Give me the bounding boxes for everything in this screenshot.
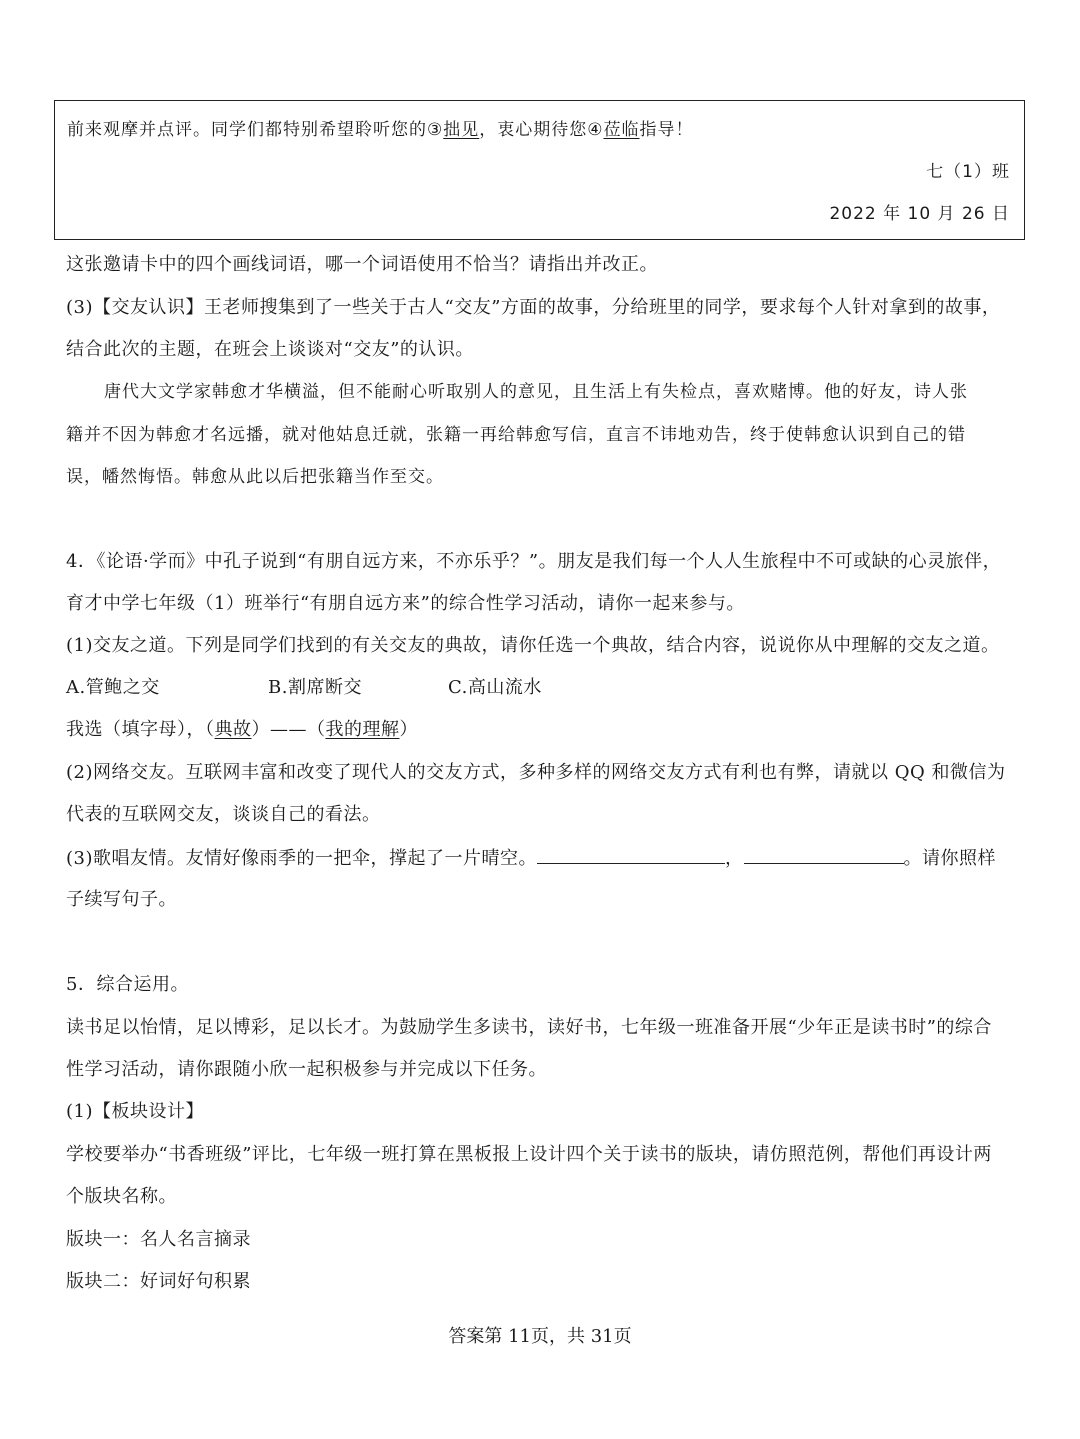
story-line: 籍并不因为韩愈才名远播，就对他姑息迁就，张籍一再给韩愈写信，直言不讳地劝告，终于使韩愈认识到自己的错 [66, 425, 966, 445]
question-5-sub1: (1)【板块设计】 [66, 1101, 204, 1122]
option-b: B.割席断交 [268, 677, 362, 698]
invitation-text-line: 前来观摩并点评。同学们都特别希望聆听您的③拙见，衷心期待您④莅临指导！ [67, 120, 694, 140]
underlined-word-3: 拙见 [443, 120, 480, 140]
question-5-intro-line1: 读书足以怡情，足以博彩，足以长才。为鼓励学生多读书，读好书，七年级一班准备开展“少年正是读书时”的综合 [66, 1017, 992, 1038]
underlined-understanding: 我的理解 [325, 719, 400, 740]
question-4-sub2-line1: (2)网络交友。互联网丰富和改变了现代人的交友方式，多种多样的网络交友方式有利也有弊，请就以 QQ 和微信为 [66, 762, 1006, 783]
underlined-allusion: 典故 [214, 719, 252, 740]
question-3-sub3-line2: 结合此次的主题，在班会上谈谈对“交友”的认识。 [66, 339, 474, 360]
answer-blank-2[interactable] [744, 845, 904, 864]
block-two: 版块二：好词好句积累 [66, 1271, 251, 1292]
story-line: 唐代大文学家韩愈才华横溢，但不能耐心听取别人的意见，且生活上有失检点，喜欢赌博。他的好友，诗人张 [104, 382, 968, 402]
question-4-options [66, 675, 542, 701]
question-5-desc-line2: 个版块名称。 [66, 1186, 177, 1207]
question-4-sub2-line2: 代表的互联网交友，谈谈自己的看法。 [66, 804, 381, 825]
invitation-card [54, 100, 1025, 240]
option-a: A.管鲍之交 [66, 677, 160, 698]
question-4-sub3-line2: 子续写句子。 [66, 889, 177, 910]
invitation-signer: 七（1）班 [926, 162, 1010, 182]
block-one: 版块一：名人名言摘录 [66, 1229, 251, 1250]
question-5-intro-line2: 性学习活动，请你跟随小欣一起积极参与并完成以下任务。 [66, 1059, 547, 1080]
question-3-ask: 这张邀请卡中的四个画线词语，哪一个词语使用不恰当？请指出并改正。 [66, 254, 658, 275]
underlined-word-4: 莅临 [603, 120, 640, 140]
page-footer: 答案第 11页，共 31页 [448, 1326, 632, 1347]
question-5-desc-line1: 学校要举办“书香班级”评比，七年级一班打算在黑板报上设计四个关于读书的版块，请仿照范例，帮他们再设计两 [66, 1144, 992, 1165]
question-4-answer-template: 我选（填字母），（典故）——（我的理解） [66, 719, 418, 740]
question-4-intro-line1: 4．《论语·学而》中孔子说到“有朋自远方来，不亦乐乎？”。朋友是我们每一个人人生旅程中不可或缺的心灵旅伴， [66, 551, 1002, 572]
question-4-intro-line2: 育才中学七年级（1）班举行“有朋自远方来”的综合性学习活动，请你一起来参与。 [66, 593, 745, 614]
question-4-sub1: (1)交友之道。下列是同学们找到的有关交友的典故，请你任选一个典故，结合内容，说说你从中理解的交友之道。 [66, 635, 1000, 656]
question-4-sub3-line1: (3)歌唱友情。友情好像雨季的一把伞，撑起了一片晴空。 ， 。请你照样 [66, 845, 996, 872]
answer-blank-1[interactable] [537, 845, 725, 864]
question-3-sub3-line1: (3)【交友认识】王老师搜集到了一些关于古人“交友”方面的故事，分给班里的同学，要求每个人针对拿到的故事， [66, 297, 1001, 318]
invitation-date: 2022 年 10 月 26 日 [829, 204, 1010, 224]
story-line: 误，幡然悔悟。韩愈从此以后把张籍当作至交。 [66, 467, 444, 487]
option-c: C.高山流水 [448, 677, 542, 698]
question-5-title: 5．综合运用。 [66, 974, 189, 995]
